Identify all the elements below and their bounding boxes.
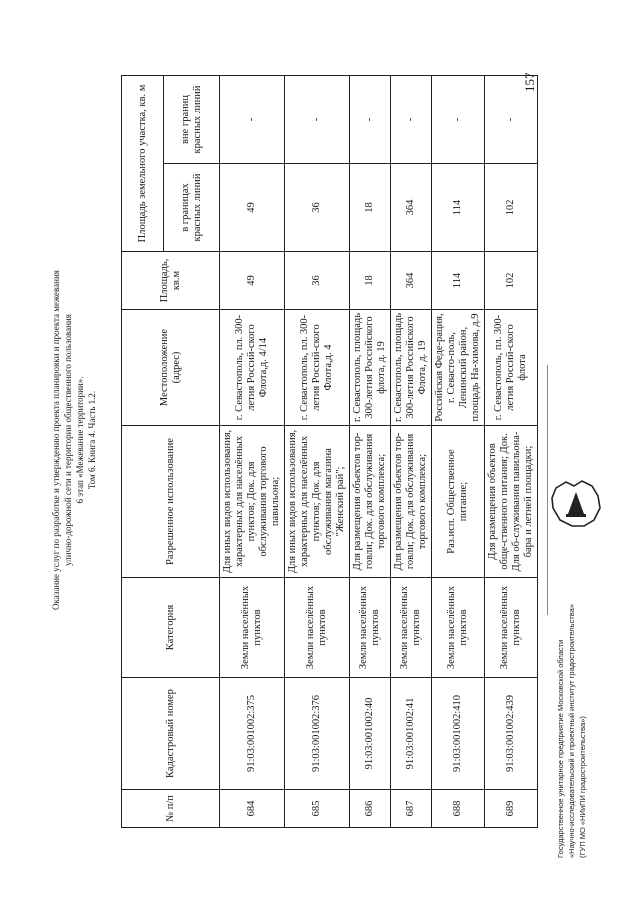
row-area: 18 — [350, 252, 391, 310]
row-num: 688 — [432, 790, 485, 828]
header-permitted-use: Разрешенное использование — [122, 426, 220, 578]
footer-line: «Научно-исследовательский и проектный институт градостроительства» — [567, 604, 576, 858]
header-line: Оказание услуг по разработке и утверждению проекта планировки и проекта межевания — [51, 270, 61, 610]
header-location: Местоположение (адрес) — [122, 310, 220, 426]
header-category: Категория — [122, 578, 220, 678]
row-outside-red-lines: - — [391, 75, 432, 163]
row-num: 689 — [485, 790, 538, 828]
row-permitted-use: Для иных видов использования, характерных для населённых пунктов; Док. для обслуживания торгового павильона; — [220, 426, 285, 578]
header-area: Площадь, кв.м — [122, 252, 220, 310]
institute-logo-icon — [548, 478, 604, 530]
header-line: Том 6. Книга 4. Часть 1.2. — [87, 390, 97, 490]
row-category: Земли населённых пунктов — [285, 578, 350, 678]
table-row — [350, 75, 391, 827]
table-row — [391, 75, 432, 827]
row-within-red-lines: 114 — [432, 164, 485, 252]
row-location: г. Севастополь, площадь 300-летия Российского Флота, д. 19 — [391, 310, 432, 426]
row-category: Земли населённых пунктов — [485, 578, 538, 678]
footer-line: (ГУП МО «НИиПИ градостроительства») — [578, 716, 587, 858]
row-within-red-lines: 18 — [350, 164, 391, 252]
header-cadastral-number: Кадастровый номер — [122, 678, 220, 790]
page-number: 157 — [522, 72, 537, 92]
header-outside-red-lines: вне границ красных линий — [164, 75, 220, 163]
row-cadastral-number: 91:03:001002:375 — [220, 678, 285, 790]
row-area: 364 — [391, 252, 432, 310]
row-area: 114 — [432, 252, 485, 310]
row-area: 102 — [485, 252, 538, 310]
row-outside-red-lines: - — [285, 75, 350, 163]
row-cadastral-number: 91:03:001002:376 — [285, 678, 350, 790]
row-category: Земли населённых пунктов — [350, 578, 391, 678]
row-num: 686 — [350, 790, 391, 828]
row-within-red-lines: 36 — [285, 164, 350, 252]
row-outside-red-lines: - — [220, 75, 285, 163]
row-within-red-lines: 364 — [391, 164, 432, 252]
row-within-red-lines: 49 — [220, 164, 285, 252]
table-row — [285, 75, 350, 827]
row-location: г. Севастополь, пл. 300-летия Россий-ского флота — [485, 310, 538, 426]
land-plot-table — [121, 72, 538, 828]
row-outside-red-lines: - — [350, 75, 391, 163]
row-permitted-use: Для размещения объектов обще-ственного питания; Док. Для об-служивания павильона-бара и летней площадки; — [485, 426, 538, 578]
row-permitted-use: Для размещения объектов тор-говли; Док. для обслуживания торгового комплекса; — [391, 426, 432, 578]
row-num: 685 — [285, 790, 350, 828]
row-cadastral-number: 91:03:001002:41 — [391, 678, 432, 790]
row-category: Земли населённых пунктов — [432, 578, 485, 678]
table-row — [432, 75, 485, 827]
row-cadastral-number: 91:03:001002:410 — [432, 678, 485, 790]
row-permitted-use: Раз.исп. Общественное питание; — [432, 426, 485, 578]
row-category: Земли населённых пунктов — [391, 578, 432, 678]
row-num: 687 — [391, 790, 432, 828]
row-cadastral-number: 91:03:001002:40 — [350, 678, 391, 790]
row-permitted-use: Для иных видов использования, характерных для населённых пунктов; Док. для обслуживания магазина "Женский рай"; — [285, 426, 350, 578]
header-line: улично-дорожной сети и территории общественного пользования — [63, 314, 73, 566]
row-outside-red-lines: - — [432, 75, 485, 163]
row-category: Земли населённых пунктов — [220, 578, 285, 678]
row-within-red-lines: 102 — [485, 164, 538, 252]
footer-line: Государственное унитарное предприятие Московской области — [556, 639, 565, 858]
header-line: 6 этап «Межевание территории». — [75, 376, 85, 504]
table-row — [220, 75, 285, 827]
header-num: № п/п — [122, 790, 220, 828]
footer — [555, 558, 588, 858]
document-header — [50, 0, 98, 880]
row-location: г. Севастополь, пл. 300-летия Россий-ского Флота,д. 4/14 — [220, 310, 285, 426]
row-cadastral-number: 91:03:001002:439 — [485, 678, 538, 790]
row-location: г. Севастополь, пл. 300-летия Россий-ского Флота,д. 4 — [285, 310, 350, 426]
row-location: г. Севастополь, площадь 300-летия Российского флота, д. 19 — [350, 310, 391, 426]
header-land-area-group: Площадь земельного участка, кв. м — [122, 75, 164, 251]
table-row — [485, 75, 538, 827]
row-permitted-use: Для размещения объектов тор-говли; Док. для обслуживания торгового комплекса; — [350, 426, 391, 578]
row-outside-red-lines: - — [485, 75, 538, 163]
row-area: 49 — [220, 252, 285, 310]
row-location: Российская Феде-рация, г. Севасто-поль, Ленинский район, площадь На-химова, д.9 — [432, 310, 485, 426]
row-area: 36 — [285, 252, 350, 310]
row-num: 684 — [220, 790, 285, 828]
header-within-red-lines: в границах красных линий — [164, 164, 220, 252]
